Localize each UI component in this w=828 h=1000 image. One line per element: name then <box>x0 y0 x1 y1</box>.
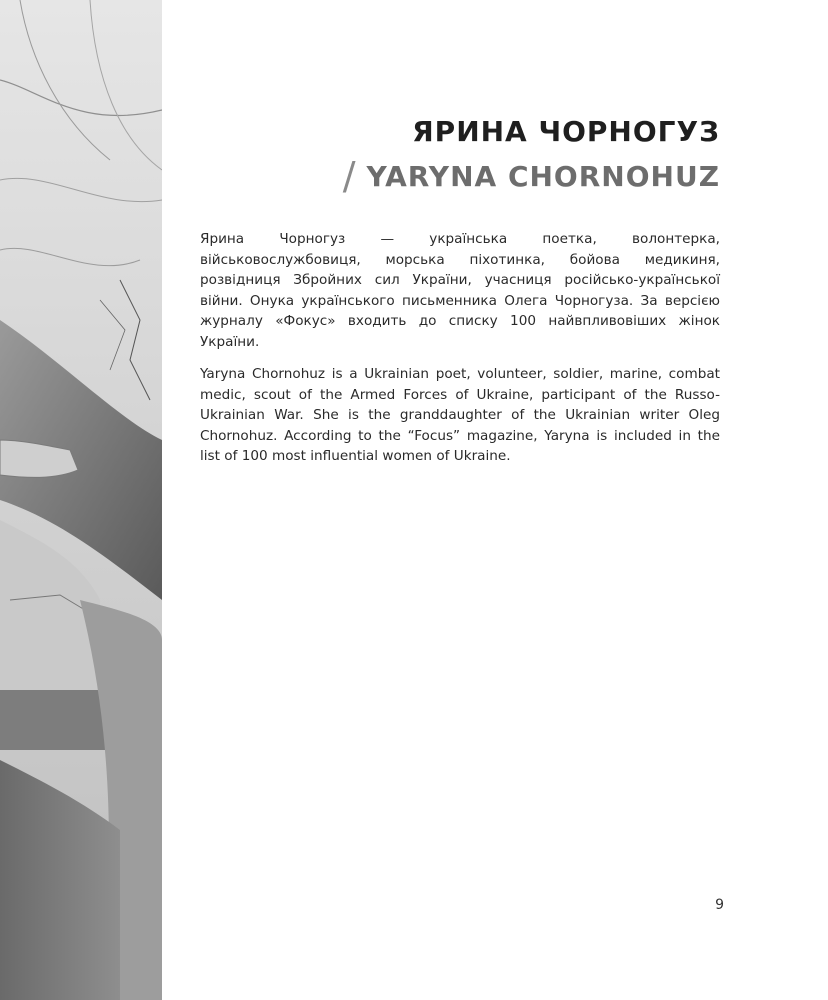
paragraph-ukrainian: Ярина Чорногуз — українська поетка, волонтерка, військовослужбовиця, морська піхотинка, бойова медикиня, розвідниця Збройних сил України, учасниця російсько-української війни. Онука українського письменника Олега Чорногуза. За версією журналу «Фокус» входить до списку 100 найвпливовіших жінок України. <box>200 231 720 350</box>
side-photo-car-interior <box>0 0 162 1000</box>
title-block <box>200 112 720 199</box>
paragraph-english: Yaryna Chornohuz is a Ukrainian poet, volunteer, soldier, marine, combat medic, scout of the Armed Forces of Ukraine, participant of the Russo-Ukrainian War. She is the granddaughter of the Ukrainian writer Oleg Chornohuz. According to the “Focus” magazine, Yaryna is included in the list of 100 most influential women of Ukraine. <box>200 366 720 465</box>
title-ukrainian: ЯРИНА ЧОРНОГУЗ <box>412 115 720 148</box>
page-number: 9 <box>715 897 724 913</box>
photo-illustration <box>0 0 162 1000</box>
title-separator: / <box>342 154 357 198</box>
title-english: YARYNA CHORNOHUZ <box>366 160 720 193</box>
title-english-line <box>200 154 720 199</box>
